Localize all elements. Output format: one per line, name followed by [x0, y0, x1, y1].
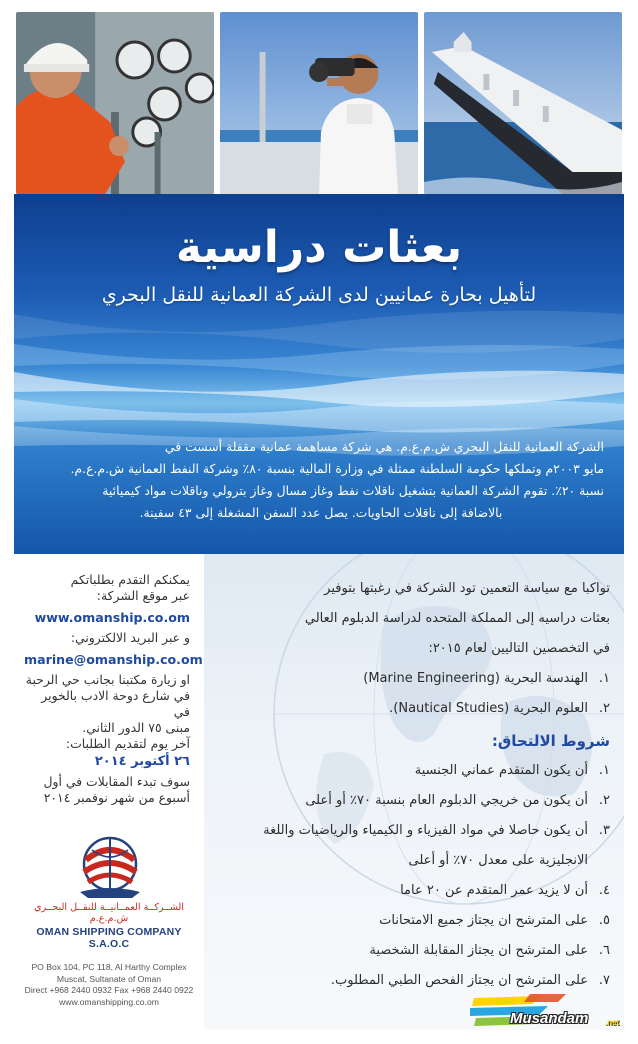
- tanker-photo: [424, 12, 622, 194]
- address-line: Muscat, Sultanate of Oman: [56, 973, 162, 984]
- details-panel: [204, 554, 624, 1030]
- item-text: أن يكون المتقدم عماني الجنسية: [414, 763, 588, 778]
- specialties-list: [218, 664, 610, 724]
- condition-continuation: الانجليزية على معدل ٧٠٪ أو أعلى: [408, 853, 588, 868]
- watermark-suffix: .net: [605, 1018, 620, 1027]
- logo-english-name: OMAN SHIPPING COMPANY S.A.O.C: [36, 926, 182, 950]
- specialty-item: [218, 694, 610, 724]
- condition-item: [218, 756, 610, 786]
- email-label: و عبر البريد الالكتروني:: [70, 630, 190, 645]
- engineer-photo: [16, 12, 214, 194]
- deadline-date: ٢٦ أكتوبر ٢٠١٤: [94, 754, 190, 769]
- condition-item: [218, 936, 610, 966]
- visit-text: في شارع دوحة الادب بالخوير في: [41, 688, 190, 719]
- item-number: ٢.: [598, 793, 610, 808]
- item-text: أن يكون من خريجي الدبلوم العام بنسبة ٧٠٪ أو أعلى: [305, 793, 588, 808]
- watermark-name: Musandam: [510, 1010, 589, 1027]
- ship-globe-logo-icon: [72, 830, 146, 904]
- details-intro-line: بعثات دراسيه إلى المملكة المتحده لدراسة الدبلوم العالي: [304, 611, 610, 626]
- item-text: أن يكون حاصلا في مواد الفيزياء و الكيمياء والرياضيات واللغة: [263, 823, 588, 838]
- details-intro-line: تواكبا مع سياسة التعمين تود الشركة في رغبتها بتوفير: [324, 581, 610, 596]
- specialty-item: [218, 664, 610, 694]
- apply-text: يمكنكم التقدم بطلباتكم: [70, 572, 190, 587]
- item-text: العلوم البحرية (Nautical Studies).: [389, 701, 588, 716]
- deadline-label: آخر يوم لتقديم الطلبات:: [65, 736, 190, 751]
- website-link[interactable]: www.omanship.co.om: [34, 610, 190, 625]
- item-number: ٧.: [598, 973, 610, 988]
- details-intro: [218, 574, 610, 664]
- visit-text: او زيارة مكتبنا بجانب حي الرحبة: [25, 672, 190, 687]
- intro-line: نسبة ٢٠٪. تقوم الشركة العمانية بتشغيل ناقلات نفط وغاز مسال وغاز بترولي وناقلات مواد كيميائية: [102, 483, 604, 498]
- page-subtitle: لتأهيل بحارة عمانيين لدى الشركة العمانية للنقل البحري: [101, 284, 537, 306]
- item-number: ١.: [598, 763, 610, 778]
- item-text: أن لا يزيد عمر المتقدم عن ٢٠ عاما: [400, 883, 588, 898]
- interview-text: أسبوع من شهر نوفمبر ٢٠١٤: [43, 790, 190, 805]
- condition-item: [218, 786, 610, 816]
- address-line: Direct +968 2440 0932 Fax +968 2440 0922: [24, 985, 194, 995]
- condition-item: [218, 816, 610, 846]
- intro-line: بالاضافة إلى ناقلات الحاويات. يصل عدد السفن المشغلة إلى ٤٣ سفينة.: [139, 505, 503, 520]
- logo-arabic-name: الشــركــة العمــانيــة للنقــل البحــري ش.م.ع.م: [33, 902, 184, 924]
- company-logo: [24, 830, 194, 950]
- condition-item: [218, 876, 610, 906]
- contact-panel: [14, 554, 204, 1030]
- page-title: بعثات دراسية: [175, 222, 463, 273]
- item-number: ٥.: [598, 913, 610, 928]
- company-address: [24, 962, 194, 1008]
- intro-line: الشركة العمانية للنقل البحري ش.م.ع.م. هي شركة مساهمة عمانية مقفلة أسست في: [164, 439, 604, 454]
- conditions-title: شروط الالتحاق:: [491, 732, 610, 750]
- address-line: PO Box 104, PC 118, Al Harthy Complex: [31, 962, 187, 972]
- interview-text: سوف تبدء المقابلات في أول: [43, 774, 190, 789]
- item-text: الهندسة البحرية (Marine Engineering): [363, 671, 588, 686]
- visit-text: مبنى ٧٥ الدور الثاني.: [82, 720, 190, 735]
- item-text: على المترشح ان يجتاز جميع الامتحانات: [379, 913, 588, 928]
- site-watermark: [470, 992, 630, 1038]
- apply-text: عبر موقع الشركة:: [96, 588, 190, 603]
- item-number: ٣.: [598, 823, 610, 838]
- item-number: ٦.: [598, 943, 610, 958]
- item-text: على المترشح ان يجتاز الفحص الطبي المطلوب.: [330, 973, 588, 988]
- item-number: ١.: [598, 671, 610, 686]
- item-number: ٢.: [598, 701, 610, 716]
- item-text: على المترشح ان يجتاز المقابلة الشخصية: [369, 943, 588, 958]
- company-intro: [38, 436, 604, 524]
- intro-line: مايو ٢٠٠٣م وتملكها حكومة السلطنة ممثلة في وزارة المالية بنسبة ٨٠٪ وشركة النفط العمانية ش.م.ع.م.: [70, 461, 604, 476]
- details-intro-line: في التخصصين التاليين لعام ٢٠١٥:: [428, 641, 610, 656]
- condition-item: [218, 906, 610, 936]
- photo-strip: [16, 12, 622, 194]
- navigator-photo: [220, 12, 418, 194]
- item-number: ٤.: [598, 883, 610, 898]
- details-content: [218, 574, 610, 996]
- address-line[interactable]: www.omanshipping.co.om: [59, 996, 159, 1007]
- conditions-list: [218, 756, 610, 996]
- title-banner: [14, 194, 624, 554]
- email-link[interactable]: marine@omanship.co.om: [24, 652, 203, 667]
